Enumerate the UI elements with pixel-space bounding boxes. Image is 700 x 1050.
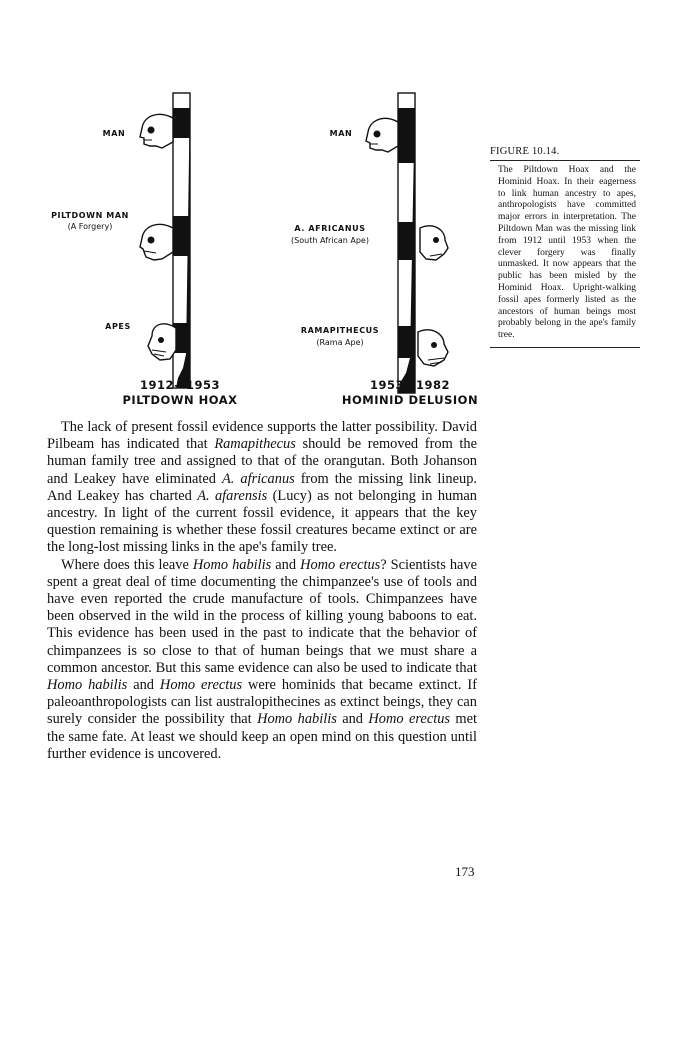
italic-term: Homo erectus	[368, 711, 451, 728]
italic-term: Homo erectus	[300, 556, 381, 573]
figure-illustration	[40, 88, 490, 413]
label-forgery: (A Forgery)	[67, 222, 113, 231]
text-run: (Lucy) as not belonging in human ancestry. In light of the current fossil evidence, it appears that the key question remaining is whether these fossil creatures became extinct or are the long-lost missing links in the ape's family tree.	[47, 487, 477, 556]
ape-skull-icon	[148, 324, 176, 360]
italic-term: Homo habilis	[192, 556, 272, 573]
figure-sidebar	[490, 146, 640, 348]
label-man-left: MAN	[102, 129, 126, 138]
label-south-african-ape: (South African Ape)	[291, 236, 369, 245]
piltdown-column	[140, 93, 190, 388]
ramapithecus-skull-icon	[418, 330, 448, 366]
text-run: met the same fate. At least we should keep an open mind on this question until further evidence is uncovered.	[47, 711, 477, 762]
paragraph-1	[47, 419, 477, 557]
label-man-right: MAN	[329, 129, 353, 138]
human-skull-icon	[140, 114, 173, 148]
body-text	[47, 419, 477, 763]
text-run: ? Scientists have spent a great deal of time documenting the chimpanzee's use of tools and have even reported the crude manufacture of tools. Chimpanzees have been observed in the wild in the process of killing young baboons to eat. This evidence has been used in the past to indicate that the behavior of chimpanzees is so close to that of human beings that we must share a common ancestor. But this same evidence can also be used to indicate that	[47, 556, 477, 676]
label-piltdown-man: PILTDOWN MAN	[51, 211, 129, 220]
right-years: 1953—1982	[369, 378, 450, 392]
text-run: should be removed from the human family tree and assigned to that of the orangutan. Both Johanson and Leakey have eliminated	[47, 436, 477, 487]
text-run: from the missing link lineup. And Leakey has charted	[47, 470, 477, 504]
italic-term: Ramapithecus	[214, 436, 296, 453]
africanus-skull-icon	[420, 226, 448, 260]
piltdown-skull-icon	[140, 224, 173, 260]
text-run: The lack of present fossil evidence supports the latter possibility. David Pilbeam has indicated that	[47, 419, 477, 453]
left-years: 1912—1953	[139, 378, 220, 392]
left-title: PILTDOWN HOAX	[122, 393, 238, 407]
text-run: and	[336, 711, 369, 728]
text-run: and	[127, 677, 160, 694]
label-a-africanus: A. AFRICANUS	[294, 224, 366, 233]
label-ramapithecus: RAMAPITHECUS	[300, 326, 380, 335]
label-apes: APES	[105, 322, 131, 331]
italic-term: Homo erectus	[159, 677, 243, 694]
italic-term: A. africanus	[222, 470, 295, 487]
right-title: HOMINID DELUSION	[341, 393, 479, 407]
text-run: and	[271, 556, 301, 573]
figure-number: FIGURE 10.14.	[490, 146, 640, 161]
text-run: were hominids that became extinct. If paleoanthropologists can list australopithecines as extinct beings, they can surely consider the possibility that	[47, 677, 477, 728]
italic-term: A. afarensis	[197, 487, 268, 504]
figure-caption: The Piltdown Hoax and the Hominid Hoax. In their eagerness to link human ancestry to apes, anthropologists have committed major errors in interpretation. The Piltdown Man was the missing link from 1912 until 1953 when the clever forgery was finally unmasked. It now appears that the public has been misled by the Hominid Hoax. Upright-walking fossil apes formerly listed as the ancestors of human beings most probably belong in the ape's family tree.	[490, 161, 640, 348]
label-rama-ape: (Rama Ape)	[316, 338, 364, 347]
italic-term: Homo habilis	[47, 677, 128, 694]
text-run: Where does this leave	[61, 556, 193, 573]
page-number: 173	[455, 864, 475, 879]
italic-term: Homo habilis	[257, 711, 337, 728]
paragraph-2	[47, 557, 477, 763]
